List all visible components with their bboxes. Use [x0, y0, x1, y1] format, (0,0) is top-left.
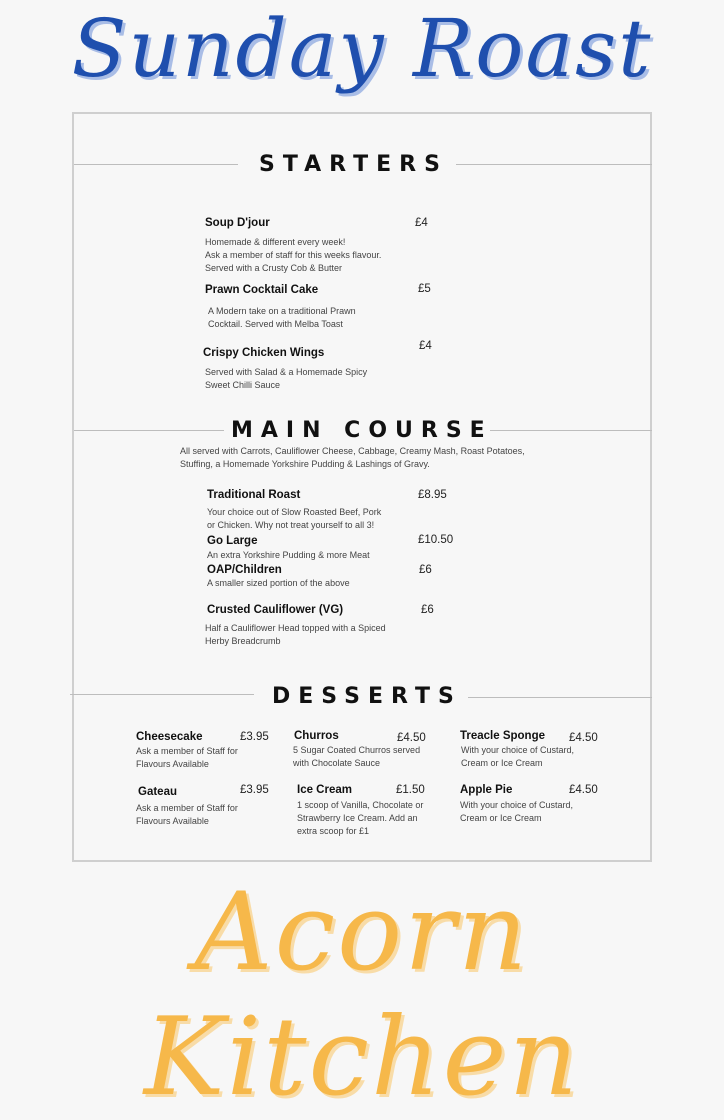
divider: [456, 164, 652, 165]
dessert-price: £1.50: [396, 784, 425, 796]
starter-price: £4: [415, 217, 428, 229]
main-price: £8.95: [418, 489, 447, 501]
main-name: Go Large: [207, 535, 258, 547]
starter-name: Prawn Cocktail Cake: [205, 284, 319, 296]
dessert-price: £4.50: [397, 732, 426, 744]
dessert-name: Churros: [294, 730, 339, 742]
main-price: £6: [419, 564, 432, 576]
divider: [468, 697, 652, 698]
starter-name: Soup D'jour: [205, 217, 270, 229]
divider: [490, 430, 652, 431]
dessert-description: Ask a member of Staff for Flavours Available: [136, 803, 238, 826]
main-description: Your choice out of Slow Roasted Beef, Pork or Chicken. Why not treat yourself to all 3!: [207, 507, 382, 530]
main-course-intro: All served with Carrots, Cauliflower Cheese, Cabbage, Creamy Mash, Roast Potatoes, Stuffing, a Homemade Yorkshire Pudding & Lashings of Gravy.: [180, 446, 525, 469]
divider: [74, 430, 224, 431]
main-course-heading: MAIN COURSE: [231, 418, 493, 443]
starter-price: £4: [419, 340, 432, 352]
main-description: An extra Yorkshire Pudding & more Meat: [207, 550, 370, 560]
dessert-price: £4.50: [569, 784, 598, 796]
starter-description: A Modern take on a traditional Prawn Cocktail. Served with Melba Toast: [208, 306, 356, 329]
divider: [74, 164, 238, 165]
main-name: OAP/Children: [207, 564, 282, 576]
main-price: £10.50: [418, 534, 454, 546]
dessert-description: 1 scoop of Vanilla, Chocolate or Strawberry Ice Cream. Add an extra scoop for £1: [297, 800, 424, 836]
dessert-price: £3.95: [240, 784, 269, 796]
main-description: A smaller sized portion of the above: [207, 578, 350, 588]
starters-heading: STARTERS: [259, 152, 448, 177]
dessert-description: With your choice of Custard, Cream or Ice Cream: [460, 800, 574, 823]
dessert-name: Apple Pie: [460, 784, 513, 796]
dessert-description: 5 Sugar Coated Churros served with Chocolate Sauce: [293, 745, 421, 768]
kitchen-name: Acorn Kitchen: [143, 870, 581, 1120]
starter-name: Crispy Chicken Wings: [203, 347, 325, 359]
dessert-description: Ask a member of Staff for Flavours Available: [136, 746, 238, 769]
dessert-description: With your choice of Custard, Cream or Ice Cream: [461, 745, 575, 768]
main-description: Half a Cauliflower Head topped with a Spiced Herby Breadcrumb: [205, 623, 386, 646]
main-name: Traditional Roast: [207, 489, 301, 501]
main-price: £6: [421, 604, 434, 616]
starter-price: £5: [418, 283, 431, 295]
divider: [70, 694, 254, 695]
main-name: Crusted Cauliflower (VG): [207, 604, 344, 616]
starter-description: Homemade & different every week! Ask a member of staff for this weeks flavour. Served with a Crusty Cob & Butter: [205, 237, 382, 273]
dessert-price: £3.95: [240, 731, 269, 743]
desserts-heading: DESSERTS: [272, 684, 462, 709]
menu-title: Sunday Roast: [71, 2, 653, 95]
starter-description: Served with Salad & a Homemade Spicy Sweet Chilli Sauce: [205, 367, 368, 390]
dessert-name: Gateau: [138, 786, 177, 798]
dessert-name: Treacle Sponge: [460, 730, 546, 742]
dessert-price: £4.50: [569, 732, 598, 744]
dessert-name: Cheesecake: [136, 731, 203, 743]
dessert-name: Ice Cream: [297, 784, 352, 796]
